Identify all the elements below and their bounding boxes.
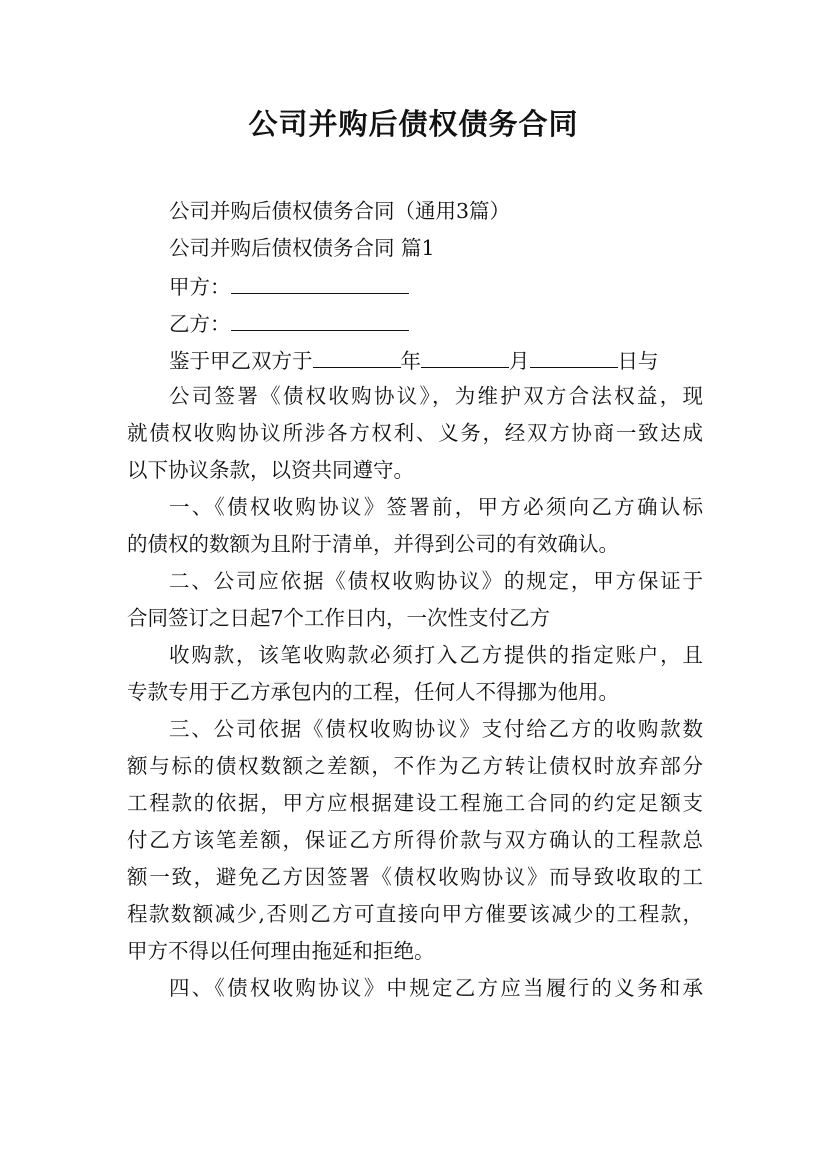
party-a-blank [231, 267, 409, 294]
document-body [127, 193, 703, 1007]
text-line: 的债权的数额为且附于清单，并得到公司的有效确认。 [127, 532, 619, 556]
document-subtitle: 公司并购后债权债务合同（通用3篇） [169, 199, 511, 223]
date-line-year: 年 [400, 349, 421, 373]
section-heading: 公司并购后债权债务合同 篇1 [169, 236, 435, 260]
text-line: 公司签署《债权收购协议》，为维护双方合法权益，现 [169, 384, 703, 408]
text-line: 合同签订之日起7个工作日内，一次性支付乙方 [127, 606, 551, 630]
date-line-prefix: 鉴于甲乙双方于 [169, 349, 313, 373]
day-blank [530, 341, 618, 368]
text-line: 额一致，避免乙方因签署《债权收购协议》而导致收取的工 [127, 865, 703, 889]
text-line: 四、《债权收购协议》中规定乙方应当履行的义务和承 [169, 976, 703, 1000]
party-a-line [127, 267, 703, 304]
text-line: 就债权收购协议所涉各方权利、义务，经双方协商一致达成 [127, 421, 703, 445]
date-line [127, 341, 703, 378]
text-line: 以下协议条款，以资共同遵守。 [127, 458, 414, 482]
text-line: 付乙方该笔差额，保证乙方所得价款与双方确认的工程款总 [127, 828, 703, 852]
date-line-month: 月 [509, 349, 530, 373]
text-line: 一、《债权收购协议》签署前，甲方必须向乙方确认标 [169, 495, 703, 519]
party-a-label: 甲方： [169, 275, 231, 299]
text-line: 额与标的债权数额之差额，不作为乙方转让债权时放弃部分 [127, 754, 703, 778]
party-b-label: 乙方： [169, 312, 231, 336]
text-line: 收购款，该笔收购款必须打入乙方提供的指定账户，且 [169, 643, 703, 667]
text-line: 三、公司依据《债权收购协议》支付给乙方的收购款数 [169, 717, 703, 741]
text-line: 程款数额减少,否则乙方可直接向甲方催要该减少的工程款， [127, 902, 703, 926]
text-line: 甲方不得以任何理由拖延和拒绝。 [127, 939, 435, 963]
month-blank [421, 341, 509, 368]
party-b-line [127, 304, 703, 341]
party-b-blank [231, 304, 409, 331]
year-blank [313, 341, 401, 368]
text-line: 专款专用于乙方承包内的工程，任何人不得挪为他用。 [127, 680, 619, 704]
date-line-day-suffix: 日与 [617, 349, 659, 373]
document-title: 公司并购后债权债务合同 [248, 107, 579, 141]
text-line: 二、公司应依据《债权收购协议》的规定，甲方保证于 [169, 569, 703, 593]
text-line: 工程款的依据，甲方应根据建设工程施工合同的约定足额支 [127, 791, 703, 815]
